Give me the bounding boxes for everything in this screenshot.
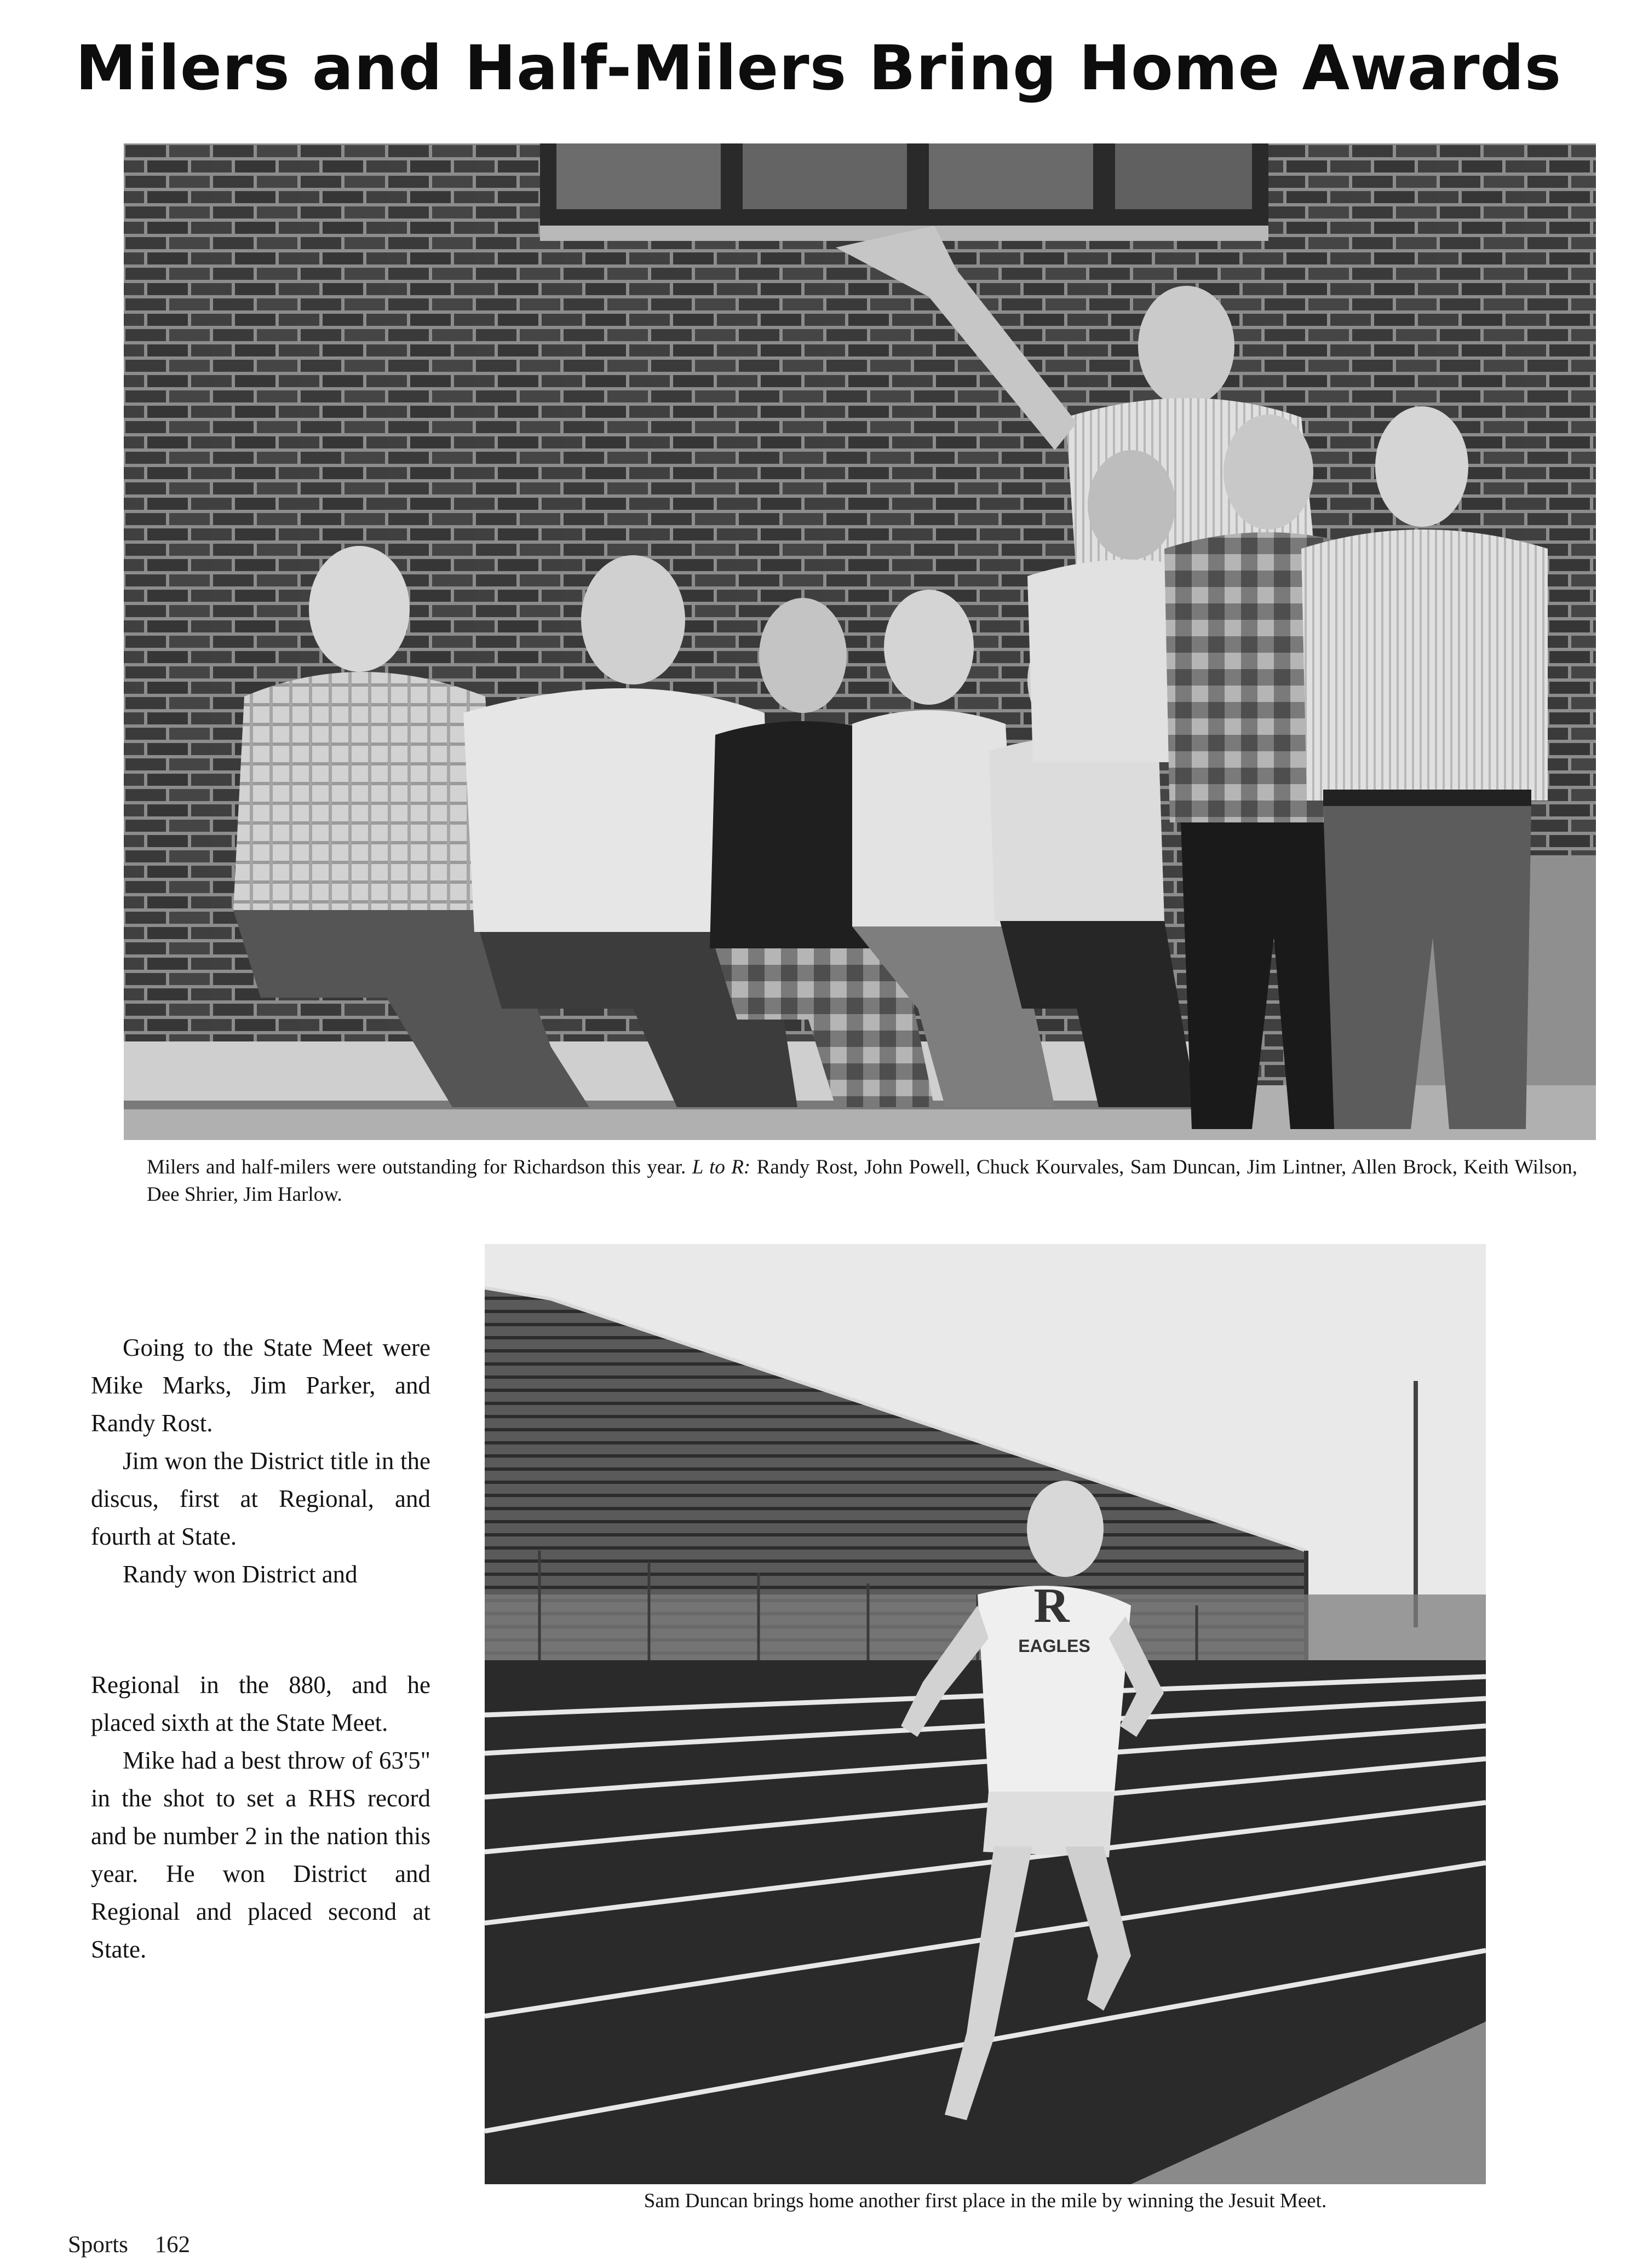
article-paragraph: Going to the State Meet were Mike Marks, Jim Parker, and Randy Rost.: [91, 1334, 430, 1437]
article-paragraph: Randy won District and: [123, 1561, 358, 1588]
article-paragraph: Jim won the District title in the discus, first at Regional, and fourth at State.: [91, 1447, 430, 1550]
section-name: Sports: [68, 2232, 128, 2258]
jersey-letter: R: [1033, 1579, 1070, 1633]
article-column-bottom: [91, 1666, 430, 1968]
group-photo-image: [124, 143, 1596, 1140]
article-column-top: [91, 1329, 430, 1593]
caption-names: Randy Rost, John Powell, Chuck Kourvales, Sam Duncan, Jim Lintner, Allen Brock, Keith Wilson, Dee Shrier, Jim Harlow.: [147, 1156, 1578, 1206]
page-number: 162: [154, 2232, 191, 2258]
jersey-text: EAGLES: [1018, 1636, 1090, 1656]
caption-label: L to R:: [692, 1156, 751, 1178]
group-photo-caption: [147, 1154, 1577, 1208]
article-paragraph: Mike had a best throw of 63'5" in the shot to set a RHS record and be number 2 in the nation this year. He won District and Regional and placed second at State.: [91, 1747, 430, 1963]
running-photo-image: [485, 1244, 1486, 2184]
caption-lead: Milers and half-milers were outstanding for Richardson this year.: [147, 1156, 686, 1178]
running-photo: [485, 1244, 1486, 2184]
group-photo: [124, 143, 1596, 1140]
running-photo-caption: Sam Duncan brings home another first place in the mile by winning the Jesuit Meet.: [644, 2190, 1327, 2212]
page-headline: Milers and Half-Milers Bring Home Awards: [75, 33, 1562, 104]
page-folio: [68, 2230, 190, 2260]
article-paragraph: Regional in the 880, and he placed sixth at the State Meet.: [91, 1671, 430, 1736]
